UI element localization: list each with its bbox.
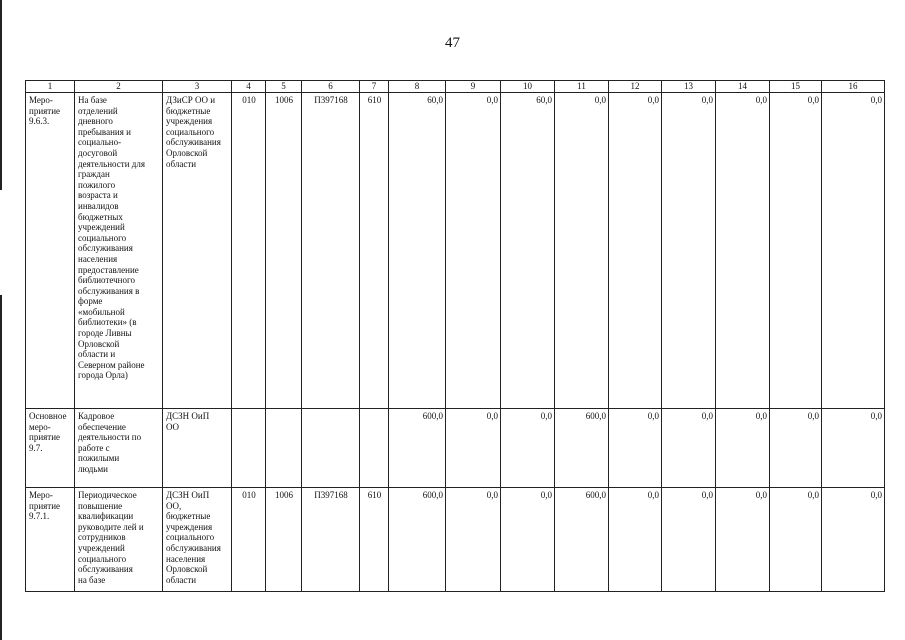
column-header: 16: [822, 81, 885, 93]
amount-cell: 0,0: [446, 488, 501, 592]
grbs-cell: [232, 409, 266, 488]
column-header: 8: [389, 81, 446, 93]
column-header: 9: [446, 81, 501, 93]
column-header: 1: [26, 81, 75, 93]
amount-cell: 600,0: [555, 409, 609, 488]
column-header: 4: [232, 81, 266, 93]
amount-cell: 0,0: [822, 93, 885, 409]
amount-cell: 0,0: [770, 409, 822, 488]
amount-cell: 600,0: [555, 488, 609, 592]
column-header: 7: [360, 81, 389, 93]
vr-cell: [360, 409, 389, 488]
amount-cell: 0,0: [555, 93, 609, 409]
table-row: [26, 93, 885, 409]
event-code-cell: Основное меро- приятие 9.7.: [26, 409, 75, 488]
grbs-cell: 010: [232, 488, 266, 592]
csr-cell: П397168: [302, 93, 360, 409]
amount-cell: 0,0: [609, 409, 662, 488]
event-code-cell: Меро- приятие 9.7.1.: [26, 488, 75, 592]
vr-cell: 610: [360, 488, 389, 592]
amount-cell: 0,0: [716, 93, 770, 409]
amount-cell: 0,0: [822, 409, 885, 488]
amount-cell: 0,0: [662, 409, 716, 488]
amount-cell: 0,0: [662, 488, 716, 592]
column-header: 14: [716, 81, 770, 93]
event-name-cell: Кадровое обеспечение деятельности по работе с пожилыми людьми: [75, 409, 163, 488]
event-name-cell: На базе отделений дневного пребывания и социально- досуговой деятельности для граждан пожилого возраста и инвалидов бюджетных учреждений социального обслуживания населения предоставление библиотечного обслуживания в форме «мобильной библиотеки» (в городе Ливны Орловской области и Северном районе города Орла): [75, 93, 163, 409]
table-row: [26, 409, 885, 488]
column-header: 5: [266, 81, 302, 93]
executor-cell: ДСЗН ОиП ОО, бюджетные учреждения социального обслуживания населения Орловской области: [163, 488, 232, 592]
vr-cell: 610: [360, 93, 389, 409]
amount-cell: 0,0: [501, 409, 555, 488]
rzpr-cell: [266, 409, 302, 488]
amount-cell: 0,0: [716, 488, 770, 592]
amount-cell: 60,0: [501, 93, 555, 409]
amount-cell: 0,0: [501, 488, 555, 592]
budget-table: [25, 80, 885, 592]
rzpr-cell: 1006: [266, 93, 302, 409]
csr-cell: П397168: [302, 488, 360, 592]
amount-cell: 0,0: [662, 93, 716, 409]
column-header: 13: [662, 81, 716, 93]
amount-cell: 0,0: [770, 93, 822, 409]
column-header: 10: [501, 81, 555, 93]
amount-cell: 60,0: [389, 93, 446, 409]
column-header: 2: [75, 81, 163, 93]
event-name-cell: Периодическое повышение квалификации руководите лей и сотрудников учреждений социального обслуживания на базе: [75, 488, 163, 592]
amount-cell: 0,0: [446, 409, 501, 488]
rzpr-cell: 1006: [266, 488, 302, 592]
event-code-cell: Меро- приятие 9.6.3.: [26, 93, 75, 409]
column-header: 15: [770, 81, 822, 93]
executor-cell: ДСЗН ОиП ОО: [163, 409, 232, 488]
amount-cell: 600,0: [389, 409, 446, 488]
csr-cell: [302, 409, 360, 488]
amount-cell: 0,0: [716, 409, 770, 488]
column-header: 3: [163, 81, 232, 93]
column-header: 11: [555, 81, 609, 93]
header-row: [26, 81, 885, 93]
scan-left-edge: [0, 0, 2, 190]
column-header: 6: [302, 81, 360, 93]
amount-cell: 0,0: [822, 488, 885, 592]
executor-cell: ДЗиСР ОО и бюджетные учреждения социального обслуживания Орловской области: [163, 93, 232, 409]
table-row: [26, 488, 885, 592]
column-header: 12: [609, 81, 662, 93]
grbs-cell: 010: [232, 93, 266, 409]
amount-cell: 0,0: [609, 488, 662, 592]
scan-left-edge: [0, 295, 2, 640]
amount-cell: 0,0: [609, 93, 662, 409]
page-number: 47: [445, 35, 460, 51]
amount-cell: 0,0: [770, 488, 822, 592]
amount-cell: 600,0: [389, 488, 446, 592]
amount-cell: 0,0: [446, 93, 501, 409]
